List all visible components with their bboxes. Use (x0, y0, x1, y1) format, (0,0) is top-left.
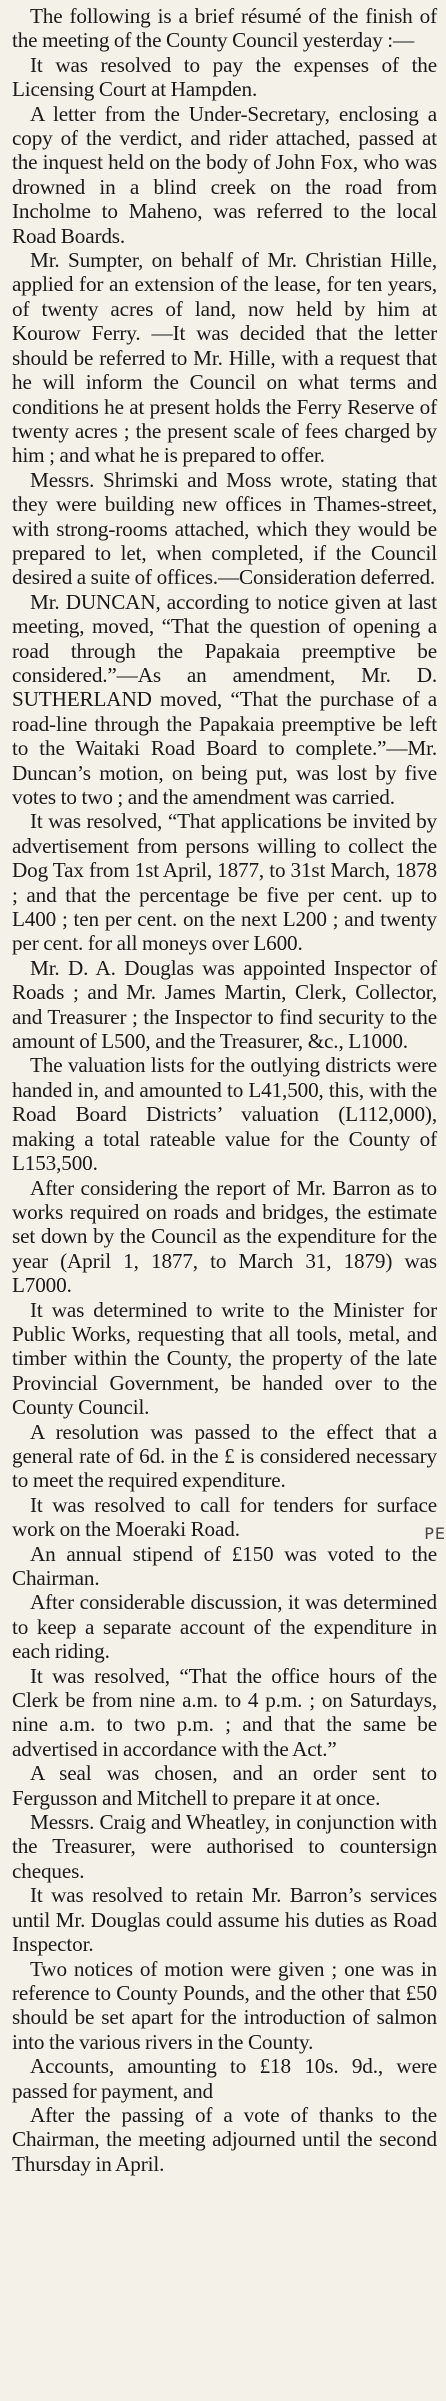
paragraph-18: Messrs. Craig and Wheatley, in conjunction with the Treasurer, were authorised to countersign cheques. (12, 1810, 437, 1883)
paragraph-16: It was resolved, “That the office hours of the Clerk be from nine a.m. to 4 p.m. ; on Saturdays, nine a.m. to two p.m. ; and that the same be advertised in accordance with the Act.” (12, 1663, 437, 1761)
paragraph-6: Mr. DUNCAN, according to notice given at last meeting, moved, “That the question of opening a road through the Papakaia preemptive be considered.”—As an amendment, Mr. D. SUTHERLAND moved, “That the purchase of a road-line through the Papakaia preemptive be left to the Waitaki Road Board to complete.”—Mr. Duncan’s motion, on being put, was lost by five votes to two ; and the amendment was carried. (12, 589, 437, 809)
paragraph-21: Accounts, amounting to £18 10s. 9d., were passed for payment, and (12, 2054, 437, 2103)
paragraph-5: Messrs. Shrimski and Moss wrote, stating that they were building new offices in Thames-street, with strong-rooms attached, which they would be prepared to let, when completed, if the Council desired a suite of offices.—Consideration deferred. (12, 467, 437, 590)
paragraph-17: A seal was chosen, and an order sent to Fergusson and Mitchell to prepare it at once. (12, 1761, 437, 1810)
paragraph-20: Two notices of motion were given ; one was in reference to County Pounds, and the other that £50 should be set apart for the introduction of salmon into the various rivers in the County. (12, 1956, 437, 2054)
adjacent-column-fragment: PE (424, 1524, 446, 1543)
paragraph-11: It was determined to write to the Minister for Public Works, requesting that all tools, metal, and timber within the County, the property of the late Provincial Government, be handed over to the County Council. (12, 1297, 437, 1420)
paragraph-19: It was resolved to retain Mr. Barron’s services until Mr. Douglas could assume his duties as Road Inspector. (12, 1883, 437, 1957)
paragraph-14: An annual stipend of £150 was voted to the Chairman. (12, 1541, 437, 1590)
paragraph-10: After considering the report of Mr. Barron as to works required on roads and bridges, the estimate set down by the Council as the expenditure for the year (April 1, 1877, to March 31, 1879) was L7000. (12, 1175, 437, 1298)
paragraph-4: Mr. Sumpter, on behalf of Mr. Christian Hille, applied for an extension of the lease, for ten years, of twenty acres of land, now held by him at Kourow Ferry. —It was decided that the letter should be referred to Mr. Hille, with a request that he will inform the Council on what terms and conditions he at present holds the Ferry Reserve of twenty acres ; the present scale of fees charged by him ; and what he is prepared to offer. (12, 248, 437, 468)
paragraph-9: The valuation lists for the outlying districts were handed in, and amounted to L41,500, this, with the Road Board Districts’ valuation (L112,000), making a total rateable value for the County of L153,500. (12, 1053, 437, 1176)
paragraph-15: After considerable discussion, it was determined to keep a separate account of the expenditure in each riding. (12, 1590, 437, 1664)
paragraph-22: After the passing of a vote of thanks to the Chairman, the meeting adjourned until the second Thursday in April. (12, 2102, 437, 2176)
paragraph-3: A letter from the Under-Secretary, enclosing a copy of the verdict, and rider attached, passed at the inquest held on the body of John Fox, who was drowned in a blind creek on the road from Incholme to Maheno, was referred to the local Road Boards. (12, 101, 437, 248)
paragraph-13: It was resolved to call for tenders for surface work on the Moeraki Road. (12, 1492, 437, 1542)
paragraph-1: The following is a brief résumé of the finish of the meeting of the County Council yesterday :— (12, 4, 437, 53)
paragraph-12: A resolution was passed to the effect that a general rate of 6d. in the £ is considered necessary to meet the required expenditure. (12, 1419, 437, 1493)
paragraph-8: Mr. D. A. Douglas was appointed Inspector of Roads ; and Mr. James Martin, Clerk, Collector, and Treasurer ; the Inspector to find security to the amount of L500, and the Treasurer, &c., L1000. (12, 955, 437, 1054)
paragraph-2: It was resolved to pay the expenses of the Licensing Court at Hampden. (12, 52, 437, 102)
paragraph-7: It was resolved, “That applications be invited by advertisement from persons willing to collect the Dog Tax from 1st April, 1877, to 31st March, 1878 ; and that the percentage be five per cent. up to L400 ; ten per cent. on the next L200 ; and twenty per cent. for all moneys over L600. (12, 809, 437, 956)
